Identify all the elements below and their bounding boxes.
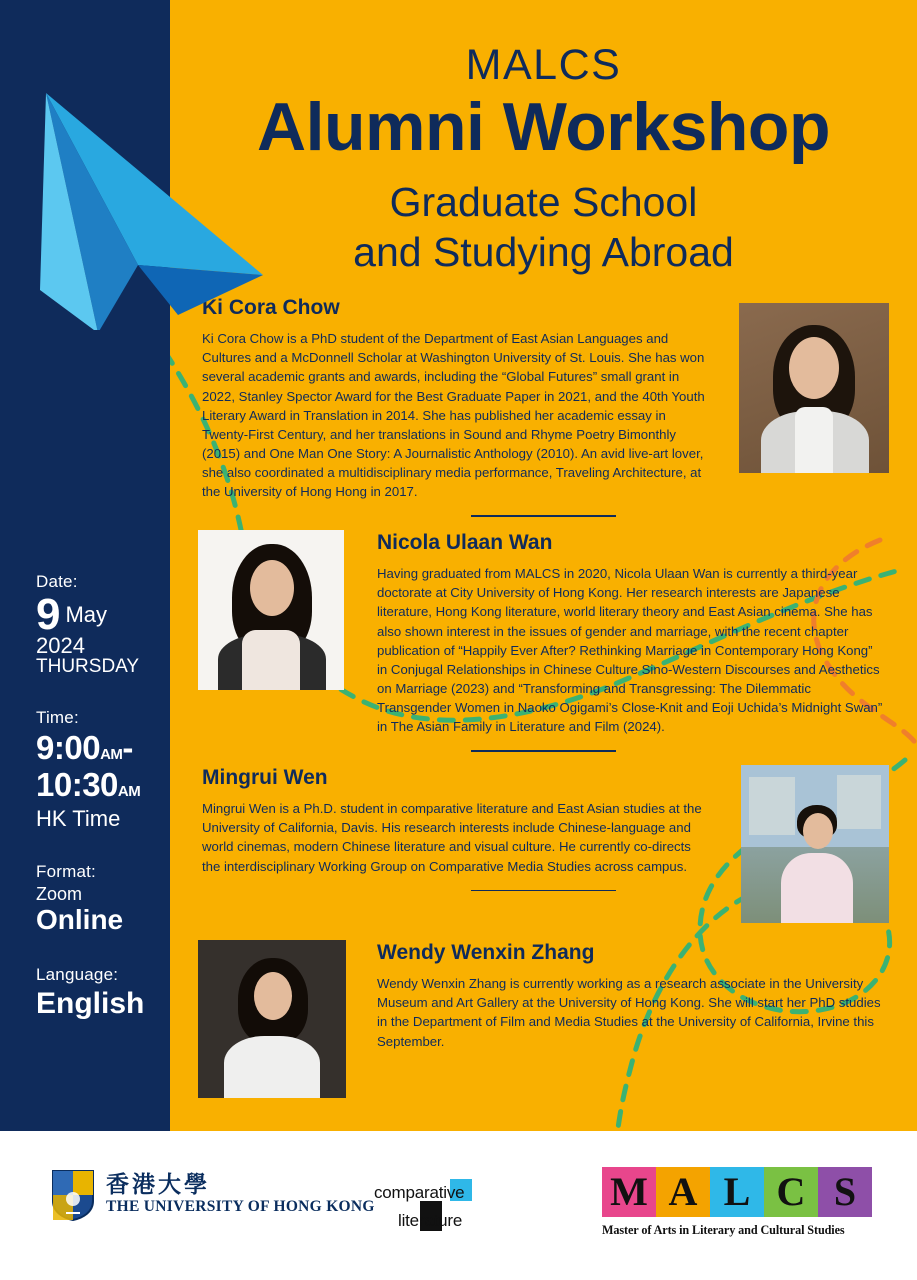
paper-plane-icon — [38, 85, 268, 330]
date-weekday: THURSDAY — [36, 655, 140, 677]
poster-subtitle-line-1: Graduate School — [389, 179, 698, 226]
poster-title: Alumni Workshop — [256, 89, 831, 165]
complit-word-comparative: comparative — [374, 1183, 465, 1202]
program-eyebrow: MALCS — [465, 41, 622, 89]
hku-logo — [50, 1169, 375, 1221]
speaker-bio: Mingrui Wen is a Ph.D. student in comparative literature and East Asian studies at the University of California, Davis. His research interests include Chinese-language and world cinemas, modern Chinese literature and visual culture. He currently co-directs the interdisciplinary Working Group on Comparative Media Studies across campus. — [202, 801, 702, 874]
time-dash: - — [122, 728, 133, 766]
poster-footer — [0, 1131, 917, 1280]
comparative-literature-logo — [374, 1179, 544, 1237]
malcs-tagline: Master of Arts in Literary and Cultural Studies — [602, 1223, 845, 1237]
time-end-ampm: AM — [117, 782, 141, 800]
speaker-card — [170, 295, 917, 517]
speaker-name: Nicola Ulaan Wan — [377, 530, 553, 554]
speaker-list — [170, 295, 917, 1110]
format-label: Format: — [36, 861, 96, 881]
speaker-bio: Wendy Wenxin Zhang is currently working as a research associate in the University Museum and Art Gallery at the University of Hong Kong. She will start her PhD studies in the Department of Film and Media Studies at the University of California, Irvine this September. — [377, 976, 881, 1049]
section-divider — [471, 515, 616, 517]
poster-subtitle-line-2: and Studying Abroad — [353, 228, 734, 275]
speaker-name: Ki Cora Chow — [202, 296, 340, 319]
malcs-letter: C — [764, 1167, 818, 1217]
format-group — [36, 862, 176, 936]
malcs-letter: M — [602, 1167, 656, 1217]
time-group — [36, 708, 176, 832]
time-label: Time: — [36, 707, 79, 727]
language-group — [36, 965, 176, 1020]
date-year: 2024 — [36, 632, 85, 658]
time-end: 10:30 — [36, 765, 118, 803]
malcs-letter-row — [602, 1167, 874, 1217]
complit-word-literature: literature — [398, 1211, 463, 1230]
section-divider — [471, 750, 616, 752]
malcs-letter: S — [818, 1167, 872, 1217]
speaker-card — [170, 530, 917, 752]
date-month: May — [65, 601, 108, 627]
format-mode: Online — [36, 903, 124, 935]
malcs-logo — [602, 1167, 874, 1238]
speaker-bio: Having graduated from MALCS in 2020, Nicola Ulaan Wan is currently a third-year doctorate at City University of Hong Kong. Her research interests are Japanese literature, Hong Kong literature, world literary theory and East Asian cinema. She has also shown interest in the issues of gender and marriage, with the recent chapter publication of “Happily Ever After? Rethinking Marriage in Contemporary Hong Kong” in Conjugal Relationships in Chinese Culture Sino-Western Discourses and Aesthetics on Marriage (2023) and “Transforming and Transgressing: The Dilemmatic Transgender Women in Naoko Ogigami’s Close-Knit and Eoji Uchida’s Midnight Swan” in The Asian Family in Literature and Film (2024). — [377, 566, 883, 735]
malcs-letter: L — [710, 1167, 764, 1217]
hku-name-chinese: 香港大學 — [106, 1172, 210, 1199]
date-label: Date: — [36, 572, 78, 591]
format-platform: Zoom — [36, 883, 83, 904]
speaker-name: Mingrui Wen — [202, 765, 328, 789]
date-day: 9 — [36, 590, 61, 639]
time-start-ampm: AM — [100, 745, 123, 763]
hku-name-english: THE UNIVERSITY OF HONG KONG — [106, 1198, 375, 1216]
poster-header — [170, 0, 917, 277]
event-details — [36, 572, 176, 1050]
language-label: Language: — [36, 965, 119, 985]
speaker-photo — [739, 303, 889, 473]
speaker-card — [170, 940, 917, 1110]
timezone: HK Time — [36, 805, 121, 831]
hku-crest-icon — [50, 1169, 96, 1221]
malcs-letter: A — [656, 1167, 710, 1217]
speaker-bio: Ki Cora Chow is a PhD student of the Department of East Asian Languages and Cultures and a McDonnell Scholar at Washington University of St. Louis. She has won several academic grants and awards, including the “Global Futures” small grant in 2022, Stanley Spector Award for the Best Graduate Paper in 2021, and the 40th Youth Literary Award in Translation in 2014. She has published her academic essay in Twenty-First Century, and her translations in Sound and Rhyme Poetry Bimonthly (2015) and One Man One Story: A Journalistic Anthology (2010). An avid live-art lover, she also coordinated a multidisciplinary media performance, Traveling Architecture, at the University of Hong Hong in 2017. — [202, 331, 705, 500]
speaker-name: Wendy Wenxin Zhang — [377, 940, 595, 964]
section-divider — [471, 890, 616, 892]
speaker-photo — [198, 530, 344, 690]
date-group — [36, 572, 176, 678]
speaker-card — [170, 765, 917, 940]
speaker-photo — [198, 940, 346, 1098]
speaker-photo — [741, 765, 889, 923]
language-value: English — [36, 987, 145, 1021]
time-start: 9:00 — [36, 728, 101, 766]
